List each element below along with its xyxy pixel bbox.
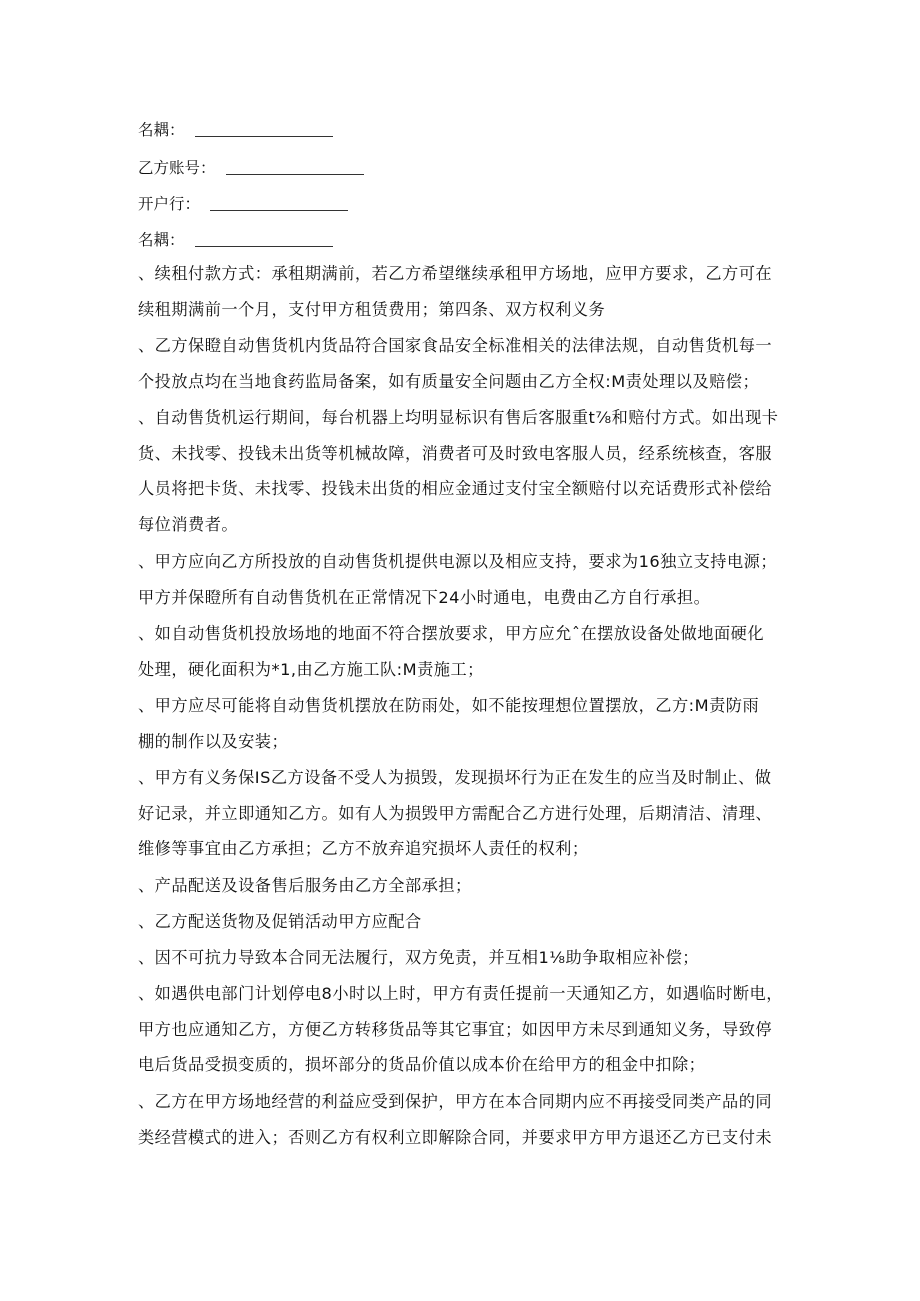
blank-line	[195, 232, 333, 247]
clause-operation-service	[138, 400, 798, 542]
clause-food-safety	[138, 328, 798, 399]
clause-line: 、甲方应向乙方所投放的自动售货机提供电源以及相应支持，要求为16独立支持电源；	[138, 552, 778, 571]
clause-line: 货、未找零、投钱未出货等机械故障，消费者可及时致电客服人员，经系统核查，客服	[138, 443, 773, 463]
field-name-1	[138, 114, 333, 144]
clause-line: 、甲方有义务保IS乙方设备不受人为损毁，发现损坏行为正在发生的应当及时制止、做	[138, 768, 772, 787]
clause-promotion	[138, 904, 798, 940]
blank-line	[226, 160, 364, 175]
clause-line: 、自动售货机运行期间，每台机器上均明显标识有售后客服重t⅞和赔付方式。如出现卡	[138, 408, 779, 427]
clause-line: 甲方也应通知乙方，方便乙方转移货品等其它事宜；如因甲方未尽到通知义务，导致停	[138, 1019, 773, 1039]
clause-exclusive-rights	[138, 1084, 798, 1155]
clause-line: 、如遇供电部门计划停电8小时以上时，甲方有责任提前一天通知乙方，如遇临时断电，	[138, 984, 783, 1003]
field-name-2	[138, 224, 333, 254]
clause-line: 类经营模式的进入；否则乙方有权利立即解除合同，并要求甲方甲方退还乙方已支付未	[138, 1127, 773, 1147]
clause-line: 个投放点均在当地食药监局备案，如有质量安全问题由乙方全权:M责处理以及赔偿；	[138, 371, 760, 391]
clause-line: 、续租付款方式：承租期满前，若乙方希望继续承租甲方场地，应甲方要求，乙方可在	[138, 264, 773, 283]
clause-line: 维修等事宜由乙方承担；乙方不放弃追究损坏人责任的权利；	[138, 839, 589, 859]
field-bank	[138, 188, 348, 218]
clause-power-outage	[138, 976, 798, 1083]
field-label: 名耦：	[138, 121, 185, 139]
clause-line: 、乙方保瞪自动售货机内货品符合国家食品安全标准相关的法律法规，自动售货机每一	[138, 336, 773, 355]
clause-line: 甲方并保瞪所有自动售货机在正常情况下24小时通电，电费由乙方自行承担。	[138, 587, 711, 607]
clause-line: 电后货品受损变质的，损坏部分的货品价值以成本价在给甲方的租金中扣除；	[138, 1055, 706, 1075]
clause-line: 人员将把卡货、未找零、投钱未出货的相应金通过支付宝全额赔付以充话费形式补偿给	[138, 479, 773, 499]
clause-line: 、如自动售货机投放场地的地面不符合摆放要求，甲方应允ˆ在摆放设备处做地面硬化	[138, 624, 765, 643]
clause-ground-hardening	[138, 616, 798, 687]
field-label: 乙方账号：	[138, 159, 216, 177]
clause-line: 、乙方在甲方场地经营的利益应受到保护，甲方在本合同期内应不再接受同类产品的同	[138, 1092, 773, 1111]
field-label: 名耦：	[138, 231, 185, 249]
clause-delivery-service	[138, 868, 798, 904]
field-label: 开户行：	[138, 195, 201, 213]
field-account	[138, 152, 364, 182]
clause-equipment-protection	[138, 760, 798, 867]
clause-line: 处理，硬化面积为*1,由乙方施工队:M责施工；	[138, 659, 484, 679]
clause-force-majeure	[138, 940, 798, 976]
clause-line: 续租期满前一个月，支付甲方租赁费用；第四条、双方权利义务	[138, 299, 606, 319]
clause-line: 好记录，并立即通知乙方。如有人为损毁甲方需配合乙方进行处理，后期清洁、清理、	[138, 803, 773, 823]
blank-line	[210, 196, 348, 211]
clause-power-supply	[138, 544, 798, 615]
clause-renewal-payment	[138, 256, 798, 327]
clause-line: 棚的制作以及安装；	[138, 731, 289, 751]
blank-line	[195, 122, 333, 137]
clause-line: 每位消费者。	[138, 514, 239, 534]
clause-line: 、乙方配送货物及促销活动甲方应配合	[138, 912, 422, 931]
clause-rain-shelter	[138, 688, 798, 759]
clause-line: 、因不可抗力导致本合同无法履行，双方免责，并互相1⅛助争取相应补偿；	[138, 948, 699, 967]
clause-line: 、产品配送及设备售后服务由乙方全部承担；	[138, 876, 472, 895]
clause-line: 、甲方应尽可能将自动售货机摆放在防雨处，如不能按理想位置摆放，乙方:M责防雨	[138, 696, 760, 715]
